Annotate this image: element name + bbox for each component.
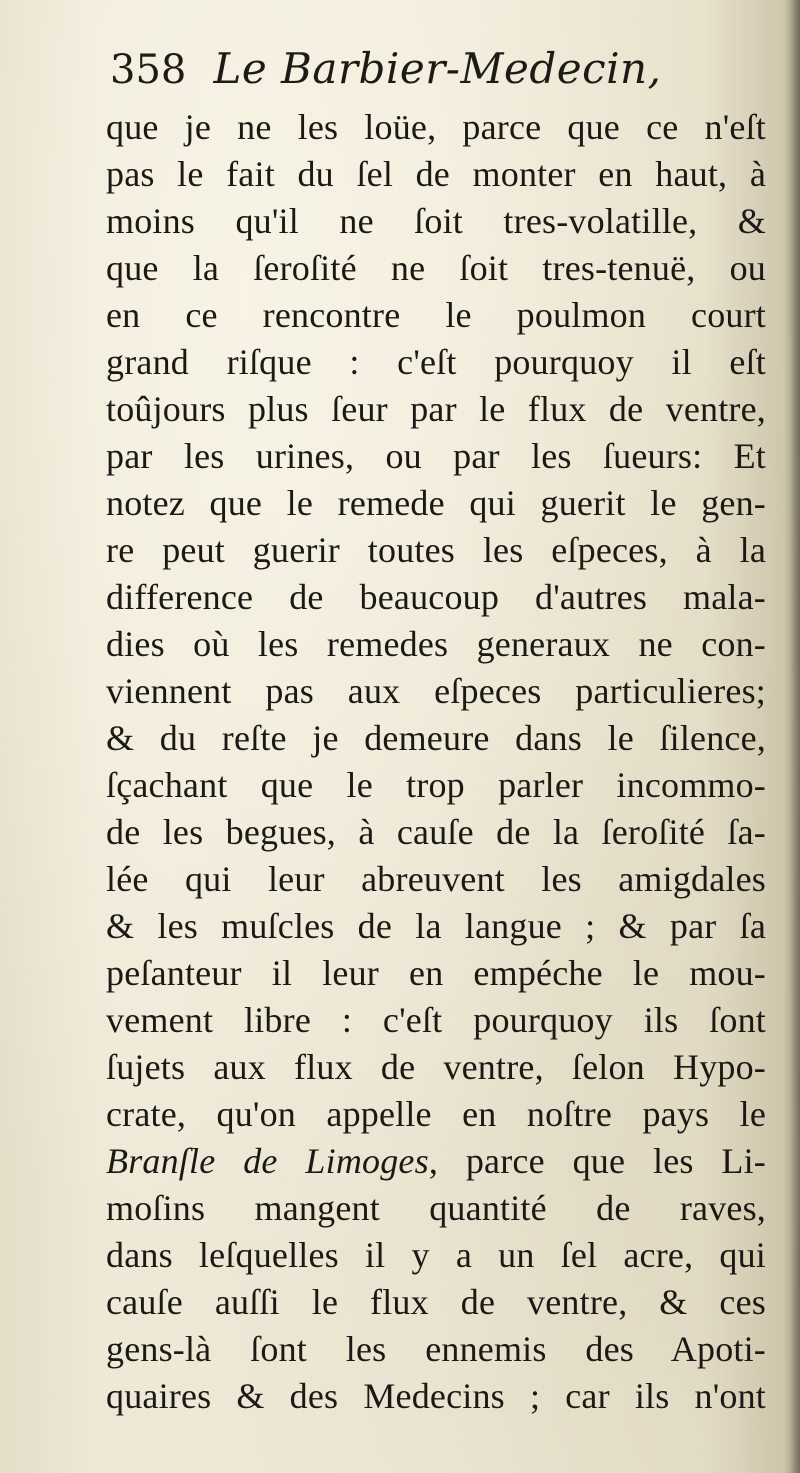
text-line: cauſe auſſi le flux de ventre, & ces — [106, 1282, 766, 1322]
italic-phrase: Branſle de Limoges — [106, 1141, 429, 1181]
text-line: crate, qu'on appelle en noſtre pays le — [106, 1094, 766, 1134]
text-line: & du reſte je demeure dans le ſilence, — [106, 718, 766, 758]
text-line: moins qu'il ne ſoit tres-volatille, & — [106, 201, 766, 241]
text-line: & les muſcles de la langue ; & par ſa — [106, 906, 766, 946]
text-line: peſanteur il leur en empéche le mou- — [106, 953, 766, 993]
text-line: pas le fait du ſel de monter en haut, à — [106, 154, 766, 194]
page-edge-shadow — [790, 0, 800, 1473]
text-line: lée qui leur abreuvent les amigdales — [106, 859, 766, 899]
text-line: toûjours plus ſeur par le flux de ventre, — [106, 389, 766, 429]
text-line: de les begues, à cauſe de la ſeroſité ſa- — [106, 812, 766, 852]
text-line: ſçachant que le trop parler incommo- — [106, 765, 766, 805]
text-line: re peut guerir toutes les eſpeces, à la — [106, 530, 766, 570]
running-head — [110, 44, 750, 106]
text-line: notez que le remede qui guerit le gen- — [106, 483, 766, 523]
running-title: Le Barbier-Medecin, — [213, 44, 662, 93]
text-line: grand riſque : c'eſt pourquoy il eſt — [106, 342, 766, 382]
text-line: quaires & des Medecins ; car ils n'ont — [106, 1376, 766, 1416]
line-remainder: , parce que les Li- — [428, 1141, 766, 1181]
text-line: vement libre : c'eſt pourquoy ils ſont — [106, 1000, 766, 1040]
text-line: dies où les remedes generaux ne con- — [106, 624, 766, 664]
text-line: que je ne les loüe, parce que ce n'eſt — [106, 107, 766, 147]
page-number: 358 — [110, 47, 187, 93]
text-line: gens-là ſont les ennemis des Apoti- — [106, 1329, 766, 1369]
text-line: moſins mangent quantité de raves, — [106, 1188, 766, 1228]
text-line: ſujets aux flux de ventre, ſelon Hypo- — [106, 1047, 766, 1087]
text-line: difference de beaucoup d'autres mala- — [106, 577, 766, 617]
body-text — [106, 104, 766, 1420]
text-line: en ce rencontre le poulmon court — [106, 295, 766, 335]
text-line: dans leſquelles il y a un ſel acre, qui — [106, 1235, 766, 1275]
text-line: viennent pas aux eſpeces particulieres; — [106, 671, 766, 711]
text-line-with-italic — [106, 1138, 766, 1185]
text-line: par les urines, ou par les ſueurs: Et — [106, 436, 766, 476]
text-line: que la ſeroſité ne ſoit tres-tenuë, ou — [106, 248, 766, 288]
